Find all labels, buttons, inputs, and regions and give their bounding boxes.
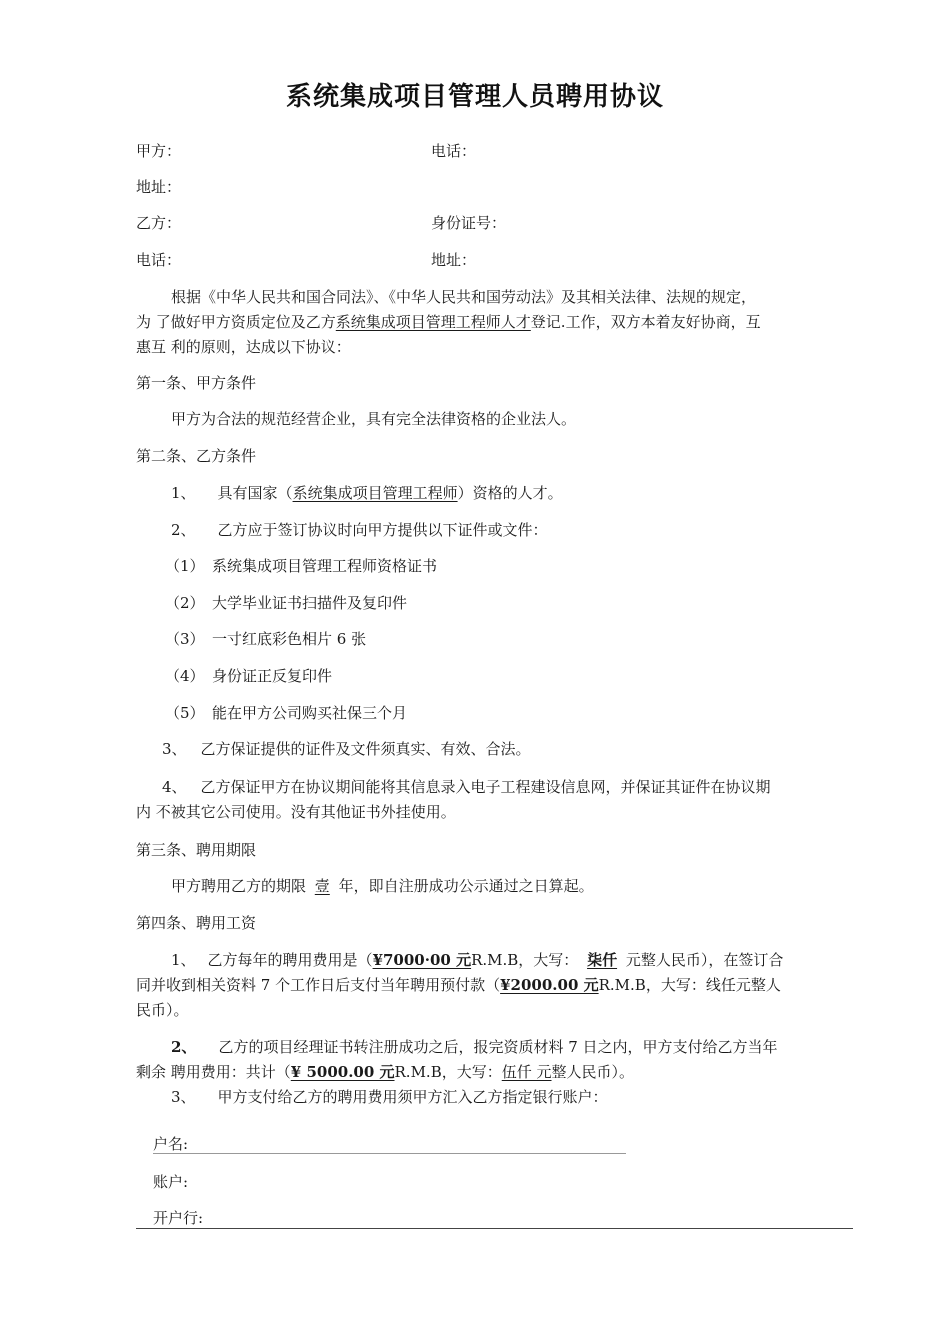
party-b-phone-label: 电话： (136, 251, 182, 269)
item-text: 甲方支付给乙方的聘用费用须甲方汇入乙方指定银行账户： (217, 1088, 608, 1106)
fee-text: 乙方每年的聘用费用是（ (207, 951, 373, 969)
article-4-item-2-line-1 (171, 1037, 778, 1057)
item-text: 乙方的项目经理证书转注册成功之后，报完资质材料 7 日之内，甲方支付给乙方当年 (218, 1038, 778, 1056)
article-2-item-4-line-1 (162, 777, 771, 797)
item-text: 具有国家（ (217, 484, 293, 502)
party-b-label: 乙方： (136, 214, 182, 232)
item-number: 3、 (162, 740, 187, 758)
term-years: 壹 (314, 877, 330, 895)
article-2-heading: 第二条、乙方条件 (136, 447, 257, 465)
doc-text: 能在甲方公司购买社保三个月 (212, 704, 408, 722)
doc-text: 大学毕业证书扫描件及复印件 (212, 594, 408, 612)
bank-bottom-rule (136, 1228, 853, 1229)
item-number: 1、 (171, 951, 196, 969)
article-2-item-2 (171, 520, 548, 540)
doc-item-5 (165, 703, 407, 723)
doc-number: （3） (165, 630, 205, 648)
qualification-name: 系统集成项目管理工程师 (292, 484, 458, 502)
bank-name-label: 户名: (153, 1135, 189, 1153)
doc-text: 身份证正反复印件 (212, 667, 333, 685)
article-4-item-1-line-2 (136, 975, 781, 995)
preamble-line-1: 根据《中华人民共和国合同法》、《中华人民共和国劳动法》及其相关法律、法规的规定， (171, 288, 757, 306)
item-number: 3、 (171, 1088, 196, 1106)
doc-item-2 (165, 593, 407, 613)
article-4-heading: 第四条、聘用工资 (136, 914, 257, 932)
doc-number: （4） (165, 667, 205, 685)
article-4-item-2-line-2 (136, 1062, 634, 1082)
bank-branch-label: 开户行: (153, 1209, 204, 1227)
doc-item-4 (165, 666, 332, 686)
item-text: 乙方保证甲方在协议期间能将其信息录入电子工程建设信息网，并保证其证件在协议期 (200, 778, 771, 796)
bank-name-rule (153, 1153, 626, 1154)
party-a-label: 甲方： (136, 142, 182, 160)
party-a-address-label: 地址： (136, 178, 182, 196)
remaining-currency: R.M.B，大写： (394, 1063, 502, 1081)
advance-amount: ¥2000.00 元 (500, 976, 599, 994)
item-number: 1、 (171, 484, 196, 502)
annual-fee-amount: ¥7000·00 元 (372, 951, 472, 969)
article-2-item-3 (162, 739, 531, 759)
doc-number: （1） (165, 557, 205, 575)
item-text: 乙方应于签订协议时向甲方提供以下证件或文件： (217, 521, 548, 539)
party-b-address-label: 地址： (431, 251, 477, 269)
item-text: 乙方保证提供的证件及文件须真实、有效、合法。 (200, 740, 531, 758)
article-4-item-3 (171, 1087, 608, 1107)
article-2-item-1 (171, 483, 563, 503)
fee-text-cont: 元整人民币），在签订合 (621, 951, 784, 969)
article-1-text: 甲方为合法的规范经营企业，具有完全法律资格的企业法人。 (171, 410, 577, 428)
article-3-text (171, 876, 594, 896)
fee-currency: R.M.B，大写： (471, 951, 584, 969)
remaining-upper: 伍仟 元 (501, 1063, 552, 1081)
item-number: 2、 (171, 1038, 197, 1056)
doc-number: （5） (165, 704, 205, 722)
article-1-heading: 第一条、甲方条件 (136, 374, 257, 392)
advance-text: 同并收到相关资料 7 个工作日后支付当年聘用预付款（ (136, 976, 501, 994)
party-a-phone-label: 电话： (431, 142, 477, 160)
remaining-amount: ¥ 5000.00 元 (290, 1063, 395, 1081)
remaining-text: 剩余 聘用费用：共计（ (136, 1063, 291, 1081)
item-text-cont: ）资格的人才。 (457, 484, 563, 502)
item-number: 2、 (171, 521, 196, 539)
talent-type: 系统集成项目管理工程师人才 (335, 313, 531, 331)
article-4-item-1-line-3: 民币）。 (136, 1001, 189, 1019)
term-text: 甲方聘用乙方的期限 (171, 877, 311, 895)
preamble-line-2 (136, 312, 761, 332)
preamble-text: 为 了做好甲方资质定位及乙方 (136, 313, 336, 331)
doc-item-1 (165, 556, 437, 576)
advance-text-cont: R.M.B，大写：线任元整人 (598, 976, 781, 994)
preamble-text-cont: 登记.工作，双方本着友好协商，互 (530, 313, 761, 331)
term-text-cont: 年，即自注册成功公示通过之日算起。 (333, 877, 594, 895)
doc-item-3 (165, 629, 366, 649)
item-number: 4、 (162, 778, 187, 796)
article-2-item-4-line-2: 内 不被其它公司使用。没有其他证书外挂使用。 (136, 803, 456, 821)
bank-account-label: 账户: (153, 1173, 189, 1191)
article-4-item-1-line-1 (171, 950, 783, 970)
doc-text: 一寸红底彩色相片 6 张 (212, 630, 367, 648)
party-b-id-label: 身份证号： (431, 214, 507, 232)
article-3-heading: 第三条、聘用期限 (136, 841, 257, 859)
annual-fee-upper: 柒仟 (587, 951, 618, 969)
preamble-line-3: 惠互 利的原则，达成以下协议： (136, 338, 351, 356)
document-title: 系统集成项目管理人员聘用协议 (285, 82, 664, 112)
remaining-text-cont: 整人民币）。 (551, 1063, 635, 1081)
doc-text: 系统集成项目管理工程师资格证书 (212, 557, 438, 575)
doc-number: （2） (165, 594, 205, 612)
